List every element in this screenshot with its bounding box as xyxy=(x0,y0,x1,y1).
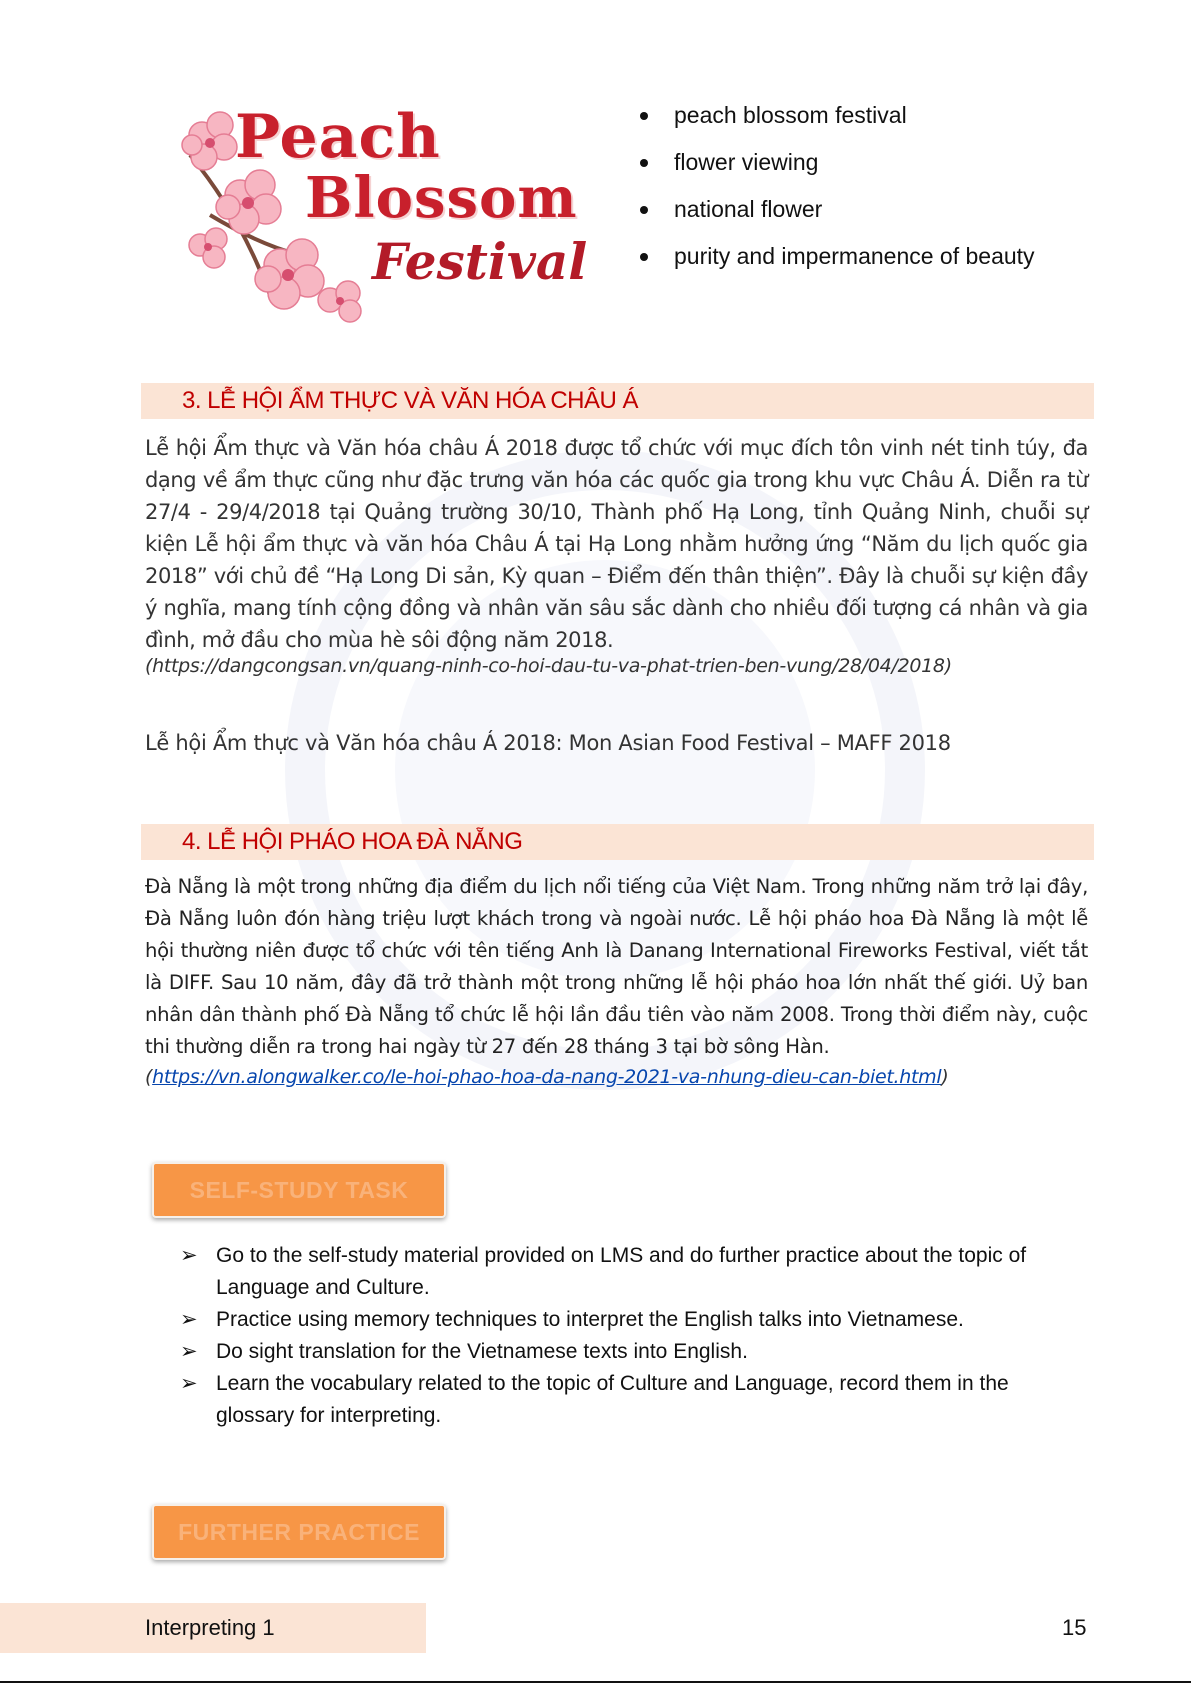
task-text: Go to the self-study material provided on LMS and do further practice about the topic of Language and Culture. xyxy=(216,1244,1027,1299)
footer-course-name: Interpreting 1 xyxy=(145,1615,275,1640)
further-practice-button[interactable]: FURTHER PRACTICE xyxy=(152,1504,446,1560)
footer-page-number: 15 xyxy=(1062,1615,1087,1640)
logo-text-blossom: Blossom xyxy=(305,165,578,231)
task-text: Learn the vocabulary related to the topic of Culture and Language, record them in the glossary for interpreting. xyxy=(216,1372,1009,1427)
bullet-item: national flower xyxy=(638,194,1158,241)
arrow-bullet-icon: ➢ xyxy=(180,1372,198,1395)
section-3-title: 3. LỄ HỘI ẨM THỰC VÀ VĂN HÓA CHÂU Á xyxy=(182,387,638,414)
bottom-rule xyxy=(0,1681,1191,1683)
self-study-task-list xyxy=(180,1240,1090,1432)
arrow-bullet-icon: ➢ xyxy=(180,1308,198,1331)
section-4-body: Đà Nẵng là một trong những địa điểm du lịch nổi tiếng của Việt Nam. Trong những năm trở lại đây, Đà Nẵng luôn đón hàng triệu lượt khách trong và ngoài nước. Lễ hội pháo hoa Đà Nẵng là một lễ hội thường niên được tổ chức với tên tiếng Anh là Danang International Fireworks Festival, viết tắt là DIFF. Sau 10 năm, đây đã trở thành một trong những lễ hội pháo hoa lớn nhất thế giới. Uỷ ban nhân dân thành phố Đà Nẵng tổ chức lễ hội lần đầu tiên vào năm 2008. Trong thời điểm này, cuộc thi thường diễn ra trong hai ngày từ 27 đến 28 tháng 3 tại bờ sông Hàn. xyxy=(145,875,1088,1058)
task-text: Do sight translation for the Vietnamese texts into English. xyxy=(216,1340,748,1363)
vocabulary-bullet-list xyxy=(638,100,1158,288)
arrow-bullet-icon: ➢ xyxy=(180,1244,198,1267)
task-text: Practice using memory techniques to interpret the English talks into Vietnamese. xyxy=(216,1308,964,1331)
source-close-paren: ) xyxy=(941,1066,949,1088)
section-3-translation: Lễ hội Ẩm thực và Văn hóa châu Á 2018: Mon Asian Food Festival – MAFF 2018 xyxy=(145,731,951,755)
bullet-item: peach blossom festival xyxy=(638,100,1158,147)
task-item xyxy=(180,1240,1090,1304)
task-item xyxy=(180,1368,1090,1432)
section-3-body: Lễ hội Ẩm thực và Văn hóa châu Á 2018 được tổ chức với mục đích tôn vinh nét tinh túy, đa dạng về ẩm thực cũng như đặc trưng văn hóa các quốc gia trong khu vực Châu Á. Diễn ra từ 27/4 - 29/4/2018 tại Quảng trường 30/10, Thành phố Hạ Long, tỉnh Quảng Ninh, chuỗi sự kiện Lễ hội ẩm thực và văn hóa Châu Á tại Hạ Long nhằm hưởng ứng “Năm du lịch quốc gia 2018” với chủ đề “Hạ Long Di sản, Kỳ quan – Điểm đến thân thiện”. Đây là chuỗi sự kiện đầy ý nghĩa, mang tính cộng đồng và nhân văn sâu sắc dành cho nhiều đối tượng cá nhân và gia đình, mở đầu cho mùa hè sôi động năm 2018. xyxy=(145,436,1088,652)
arrow-bullet-icon: ➢ xyxy=(180,1340,198,1363)
section-4-source-link[interactable]: https://vn.alongwalker.co/le-hoi-phao-hoa-da-nang-2021-va-nhung-dieu-can-biet.html xyxy=(152,1066,942,1088)
section-4-title: 4. LỄ HỘI PHÁO HOA ĐÀ NẴNG xyxy=(182,828,523,855)
section-4-source xyxy=(145,1066,948,1088)
logo-text-peach: Peach xyxy=(235,102,441,172)
source-open-paren: ( xyxy=(145,1066,153,1088)
task-item xyxy=(180,1336,1090,1368)
task-item xyxy=(180,1304,1090,1336)
self-study-task-button[interactable]: SELF-STUDY TASK xyxy=(152,1162,446,1218)
logo-text-festival: Festival xyxy=(372,232,588,291)
bullet-item: purity and impermanence of beauty xyxy=(638,241,1158,288)
section-3-source: (https://dangcongsan.vn/quang-ninh-co-hoi-dau-tu-va-phat-trien-ben-vung/28/04/2018) xyxy=(145,655,952,677)
bullet-item: flower viewing xyxy=(638,147,1158,194)
